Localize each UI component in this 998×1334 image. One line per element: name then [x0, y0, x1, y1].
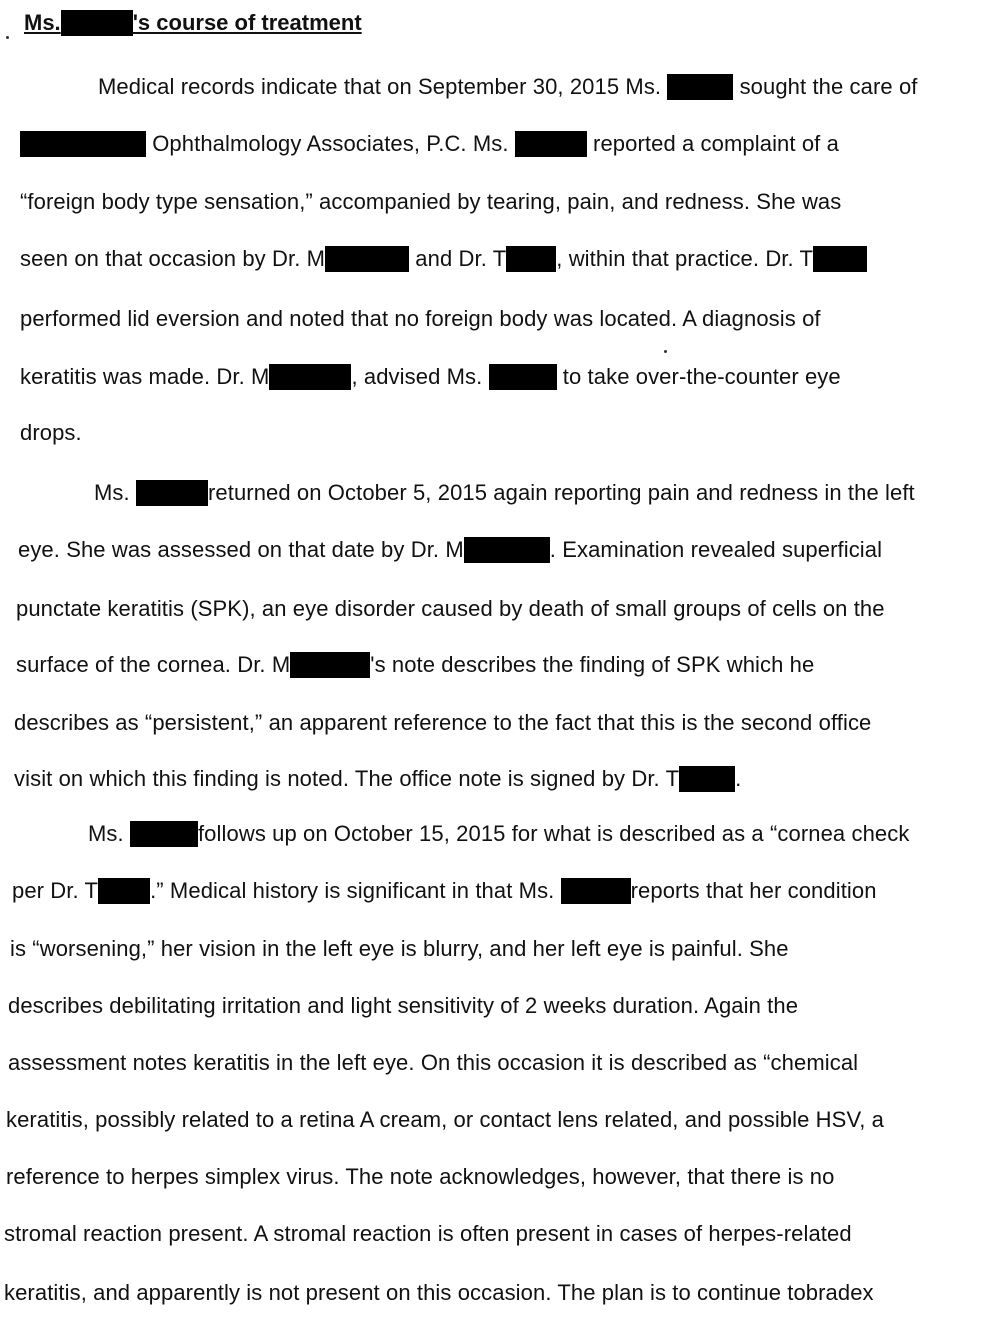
redaction-box [269, 364, 351, 390]
p2-line-1: Ms. returned on October 5, 2015 again reporting pain and redness in the left [94, 480, 915, 505]
p1-line-1: Medical records indicate that on September 30, 2015 Ms. sought the care of [98, 74, 918, 99]
p3-line-6: keratitis, possibly related to a retina A cream, or contact lens related, and possible HSV, a [6, 1107, 884, 1132]
redaction-box [464, 537, 550, 563]
redaction-box [98, 878, 150, 904]
p1-line-3: “foreign body type sensation,” accompanied by tearing, pain, and redness. She was [20, 189, 842, 214]
p3-line-5: assessment notes keratitis in the left eye. On this occasion it is described as “chemical [8, 1050, 859, 1075]
p2-line-6: visit on which this finding is noted. The office note is signed by Dr. T . [14, 766, 742, 791]
p1-line-4: seen on that occasion by Dr. M and Dr. T , within that practice. Dr. T [20, 246, 867, 272]
redaction-box [667, 74, 733, 100]
p3-line-9: keratitis, and apparently is not present on this occasion. The plan is to continue tobradex [4, 1280, 874, 1305]
redaction-box [290, 652, 370, 678]
redaction-box [20, 131, 146, 157]
p1-line-2: Ophthalmology Associates, P.C. Ms. reported a complaint of a [20, 131, 839, 157]
redaction-box [561, 878, 631, 904]
p2-line-5: describes as “persistent,” an apparent reference to the fact that this is the second office [14, 710, 872, 735]
p3-line-4: describes debilitating irritation and light sensitivity of 2 weeks duration. Again the [8, 993, 799, 1018]
heading-text-end: 's course of treatment [132, 10, 362, 35]
p2-line-3: punctate keratitis (SPK), an eye disorder caused by death of small groups of cells on the [16, 596, 885, 621]
p1-line-5: performed lid eversion and noted that no foreign body was located. A diagnosis of [20, 306, 821, 331]
redaction-box [489, 364, 557, 390]
p3-line-8: stromal reaction present. A stromal reaction is often present in cases of herpes-related [4, 1221, 852, 1246]
p3-line-7: reference to herpes simplex virus. The note acknowledges, however, that there is no [6, 1164, 835, 1189]
p1-line-7: drops. [20, 420, 82, 445]
p3-line-1: Ms. follows up on October 15, 2015 for what is described as a “cornea check [88, 821, 910, 846]
redaction-box [136, 480, 208, 506]
heading-text-start: Ms. [24, 10, 61, 35]
section-heading [24, 10, 362, 36]
redaction-box [515, 131, 587, 157]
p3-line-3: is “worsening,” her vision in the left eye is blurry, and her left eye is painful. She [10, 936, 789, 961]
redaction-box [130, 821, 198, 847]
redaction-box [813, 246, 867, 272]
p1-line-6: keratitis was made. Dr. M , advised Ms. to take over-the-counter eye [20, 364, 841, 389]
scan-speck [6, 36, 9, 39]
redaction-box [506, 246, 556, 272]
redaction-box [325, 246, 409, 272]
p3-line-2: per Dr. T .” Medical history is significant in that Ms. reports that her condition [12, 878, 877, 903]
redaction-box [679, 766, 735, 792]
p2-line-2: eye. She was assessed on that date by Dr. M . Examination revealed superficial [18, 537, 883, 562]
p2-line-4: surface of the cornea. Dr. M 's note describes the finding of SPK which he [16, 652, 815, 677]
redaction-box [61, 10, 133, 36]
scan-speck [664, 350, 667, 353]
